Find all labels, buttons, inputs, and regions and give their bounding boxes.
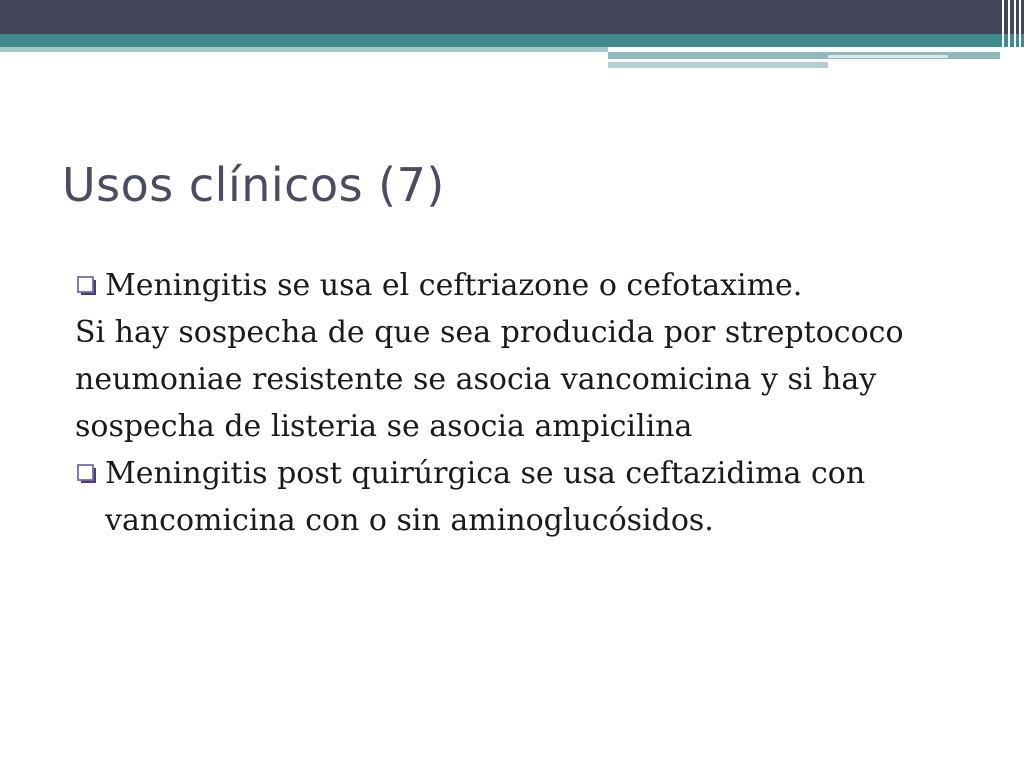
bullet-item	[75, 450, 975, 544]
header-highlight-line	[828, 55, 948, 58]
header-band-dark	[0, 0, 1024, 34]
checkbox-square-icon	[75, 274, 99, 298]
checkbox-square-icon	[75, 462, 99, 486]
slide-body	[75, 262, 975, 544]
header-vertical-stripes	[998, 0, 1024, 68]
header-accent-bar-small	[608, 62, 828, 68]
header-band-teal	[0, 34, 1024, 47]
paragraph-text: Si hay sospecha de que sea producida por streptococo neumoniae resistente se asocia vancomicina y si hay sospecha de listeria se asocia ampicilina	[75, 315, 904, 444]
header-band-light	[0, 47, 608, 52]
bullet-text: Meningitis post quirúrgica se usa ceftazidima con vancomicina con o sin aminoglucósidos.	[105, 456, 866, 538]
slide-title: Usos clínicos (7)	[62, 158, 445, 212]
bullet-item	[75, 262, 975, 309]
bullet-text: Meningitis se usa el ceftriazone o cefotaxime.	[105, 268, 803, 303]
body-paragraph	[75, 309, 975, 450]
